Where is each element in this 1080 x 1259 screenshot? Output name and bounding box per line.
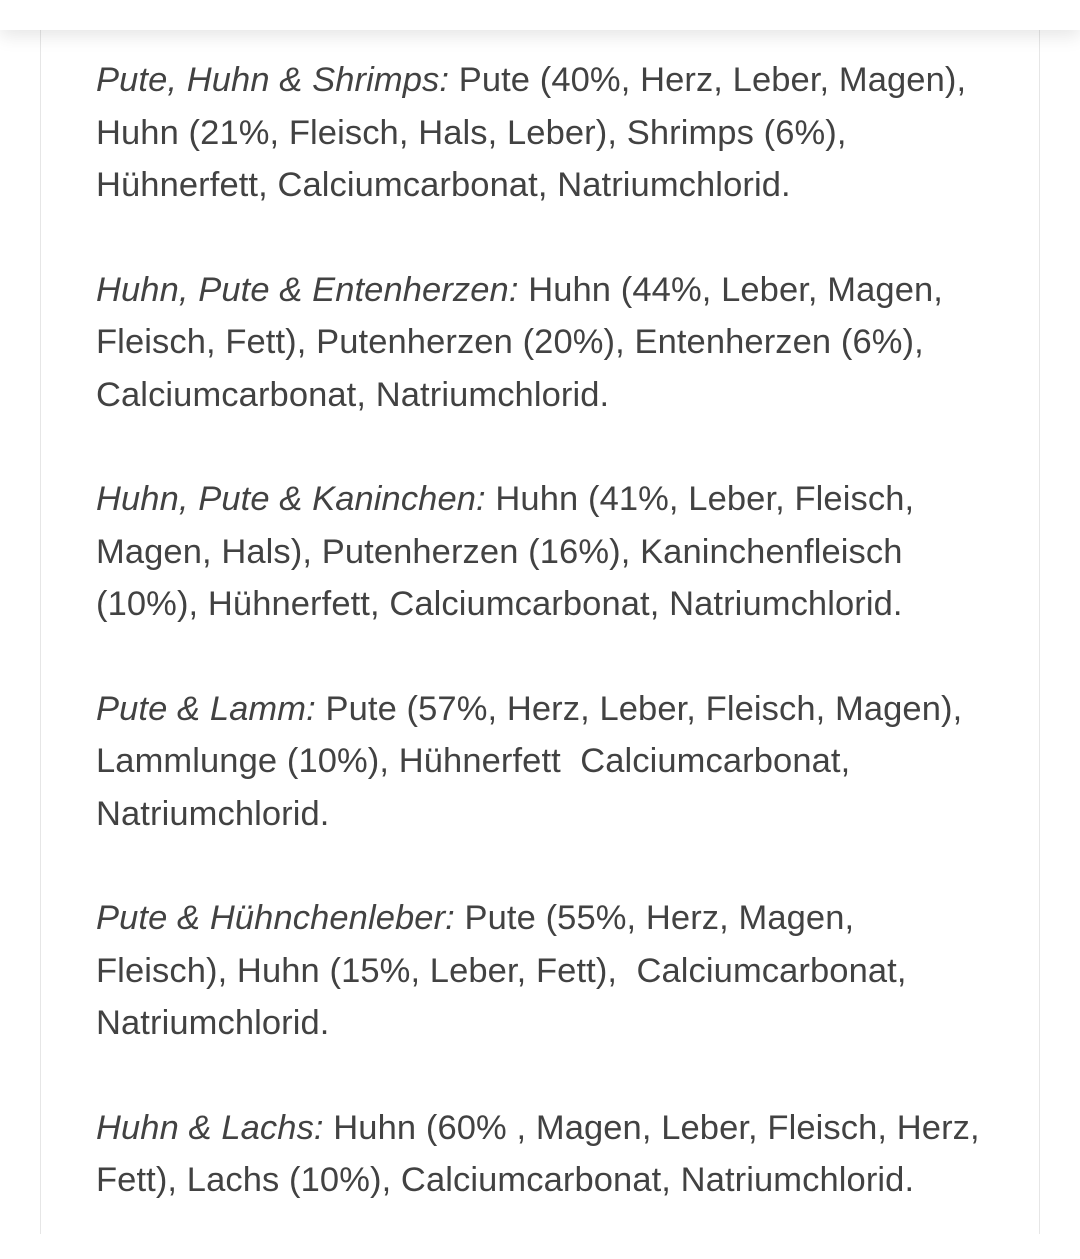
- ingredient-text: Pute (55%, Herz, Magen,: [464, 899, 855, 937]
- product-name: Huhn & Lachs:: [96, 1108, 324, 1147]
- ingredient-text: Magen, Hals), Putenherzen (16%), Kaninchenfleisch: [96, 532, 903, 571]
- ingredient-text: Huhn (60% , Magen, Leber, Fleisch, Herz,: [333, 1108, 980, 1147]
- ingredient-paragraph: [96, 264, 1001, 422]
- ingredient-paragraph: [96, 892, 1001, 1050]
- product-name: Pute, Huhn & Shrimps:: [96, 61, 450, 99]
- ingredient-text: Huhn (21%, Fleisch, Hals, Leber), Shrimps (6%),: [96, 113, 847, 152]
- ingredient-text: Huhn (44%, Leber, Magen,: [528, 270, 943, 309]
- ingredient-text: Fleisch, Fett), Putenherzen (20%), Entenherzen (6%),: [96, 323, 924, 361]
- ingredient-text: Natriumchlorid.: [96, 794, 330, 833]
- ingredient-text: Natriumchlorid.: [96, 1004, 330, 1042]
- ingredients-list: [96, 54, 1001, 1259]
- product-name: Pute & Hühnchenleber:: [96, 899, 455, 937]
- ingredient-text: Hühnerfett, Calciumcarbonat, Natriumchlorid.: [96, 166, 791, 204]
- ingredient-text: Huhn (41%, Leber, Fleisch,: [495, 480, 915, 518]
- ingredient-paragraph: [96, 54, 1001, 212]
- product-name: Huhn, Pute & Entenherzen:: [96, 270, 519, 309]
- ingredient-text: Pute (40%, Herz, Leber, Magen),: [458, 61, 967, 99]
- ingredient-text: Calciumcarbonat, Natriumchlorid.: [96, 375, 610, 414]
- ingredient-text: Fleisch), Huhn (15%, Leber, Fett), Calciumcarbonat,: [96, 951, 907, 990]
- product-name: Huhn, Pute & Kaninchen:: [96, 480, 486, 518]
- ingredient-paragraph: [96, 473, 1001, 631]
- ingredient-text: (10%), Hühnerfett, Calciumcarbonat, Natriumchlorid.: [96, 585, 903, 623]
- ingredient-paragraph: [96, 683, 1001, 841]
- ingredient-text: Lammlunge (10%), Hühnerfett Calciumcarbonat,: [96, 742, 851, 780]
- top-app-bar: [0, 0, 1080, 30]
- content-card: [40, 30, 1040, 1234]
- product-name: Pute & Lamm:: [96, 689, 316, 728]
- ingredient-paragraph: [96, 1102, 1001, 1207]
- ingredient-text: Pute (57%, Herz, Leber, Fleisch, Magen),: [325, 689, 963, 728]
- ingredient-text: Fett), Lachs (10%), Calciumcarbonat, Natriumchlorid.: [96, 1161, 915, 1199]
